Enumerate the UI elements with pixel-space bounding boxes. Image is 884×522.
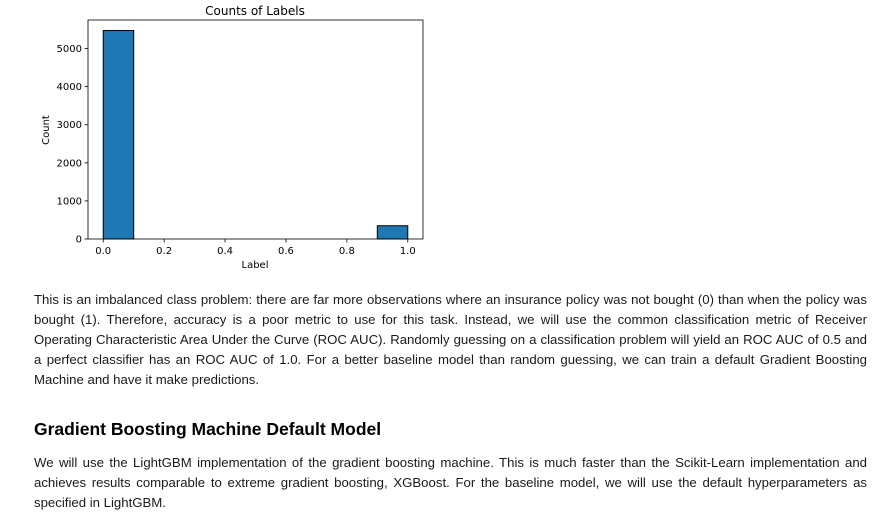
x-tick-label: 0.0 [95, 246, 112, 257]
x-tick-label: 0.2 [156, 246, 173, 257]
chart-svg [30, 0, 440, 280]
y-axis-label: Count [41, 115, 52, 145]
y-tick-label: 4000 [56, 82, 82, 94]
chart-title: Counts of Labels [205, 4, 305, 18]
histogram-bar-1 [377, 226, 407, 239]
imbalance-explanation-paragraph: This is an imbalanced class problem: there are far more observations where an insurance policy was not bought (0) than when the policy was bought (1). Therefore, accuracy is a poor metric to use for this task. Instead, we will use the common classification metric of Receiver Operating Characteristic Area Under the Curve (ROC AUC). Randomly guessing on a classification problem will yield an ROC AUC of 0.5 and a perfect classifier has an ROC AUC of 1.0. For a better baseline model than random guessing, we can train a default Gradient Boosting Machine and have it make predictions. [34, 292, 867, 387]
x-axis-label: Label [241, 260, 269, 271]
x-tick-label: 0.4 [217, 246, 233, 257]
x-tick-label: 0.8 [338, 246, 355, 257]
y-tick-label: 5000 [56, 44, 82, 56]
y-tick-label: 2000 [56, 158, 82, 170]
y-tick-label: 0 [75, 234, 82, 246]
x-tick-label: 1.0 [399, 246, 416, 257]
section-heading: Gradient Boosting Machine Default Model [34, 419, 382, 439]
histogram-bar-0 [103, 31, 133, 239]
y-tick-label: 3000 [56, 120, 82, 132]
plot-frame [88, 20, 423, 239]
y-tick-label: 1000 [56, 196, 82, 208]
x-tick-label: 0.6 [278, 246, 294, 257]
lightgbm-description-paragraph: We will use the LightGBM implementation of the gradient boosting machine. This is much faster than the Scikit-Learn implementation and achieves results comparable to extreme gradient boosting, XGBoost. For the baseline model, we will use the default hyperparameters as specified in LightGBM. [34, 455, 867, 510]
label-count-histogram [30, 0, 440, 280]
